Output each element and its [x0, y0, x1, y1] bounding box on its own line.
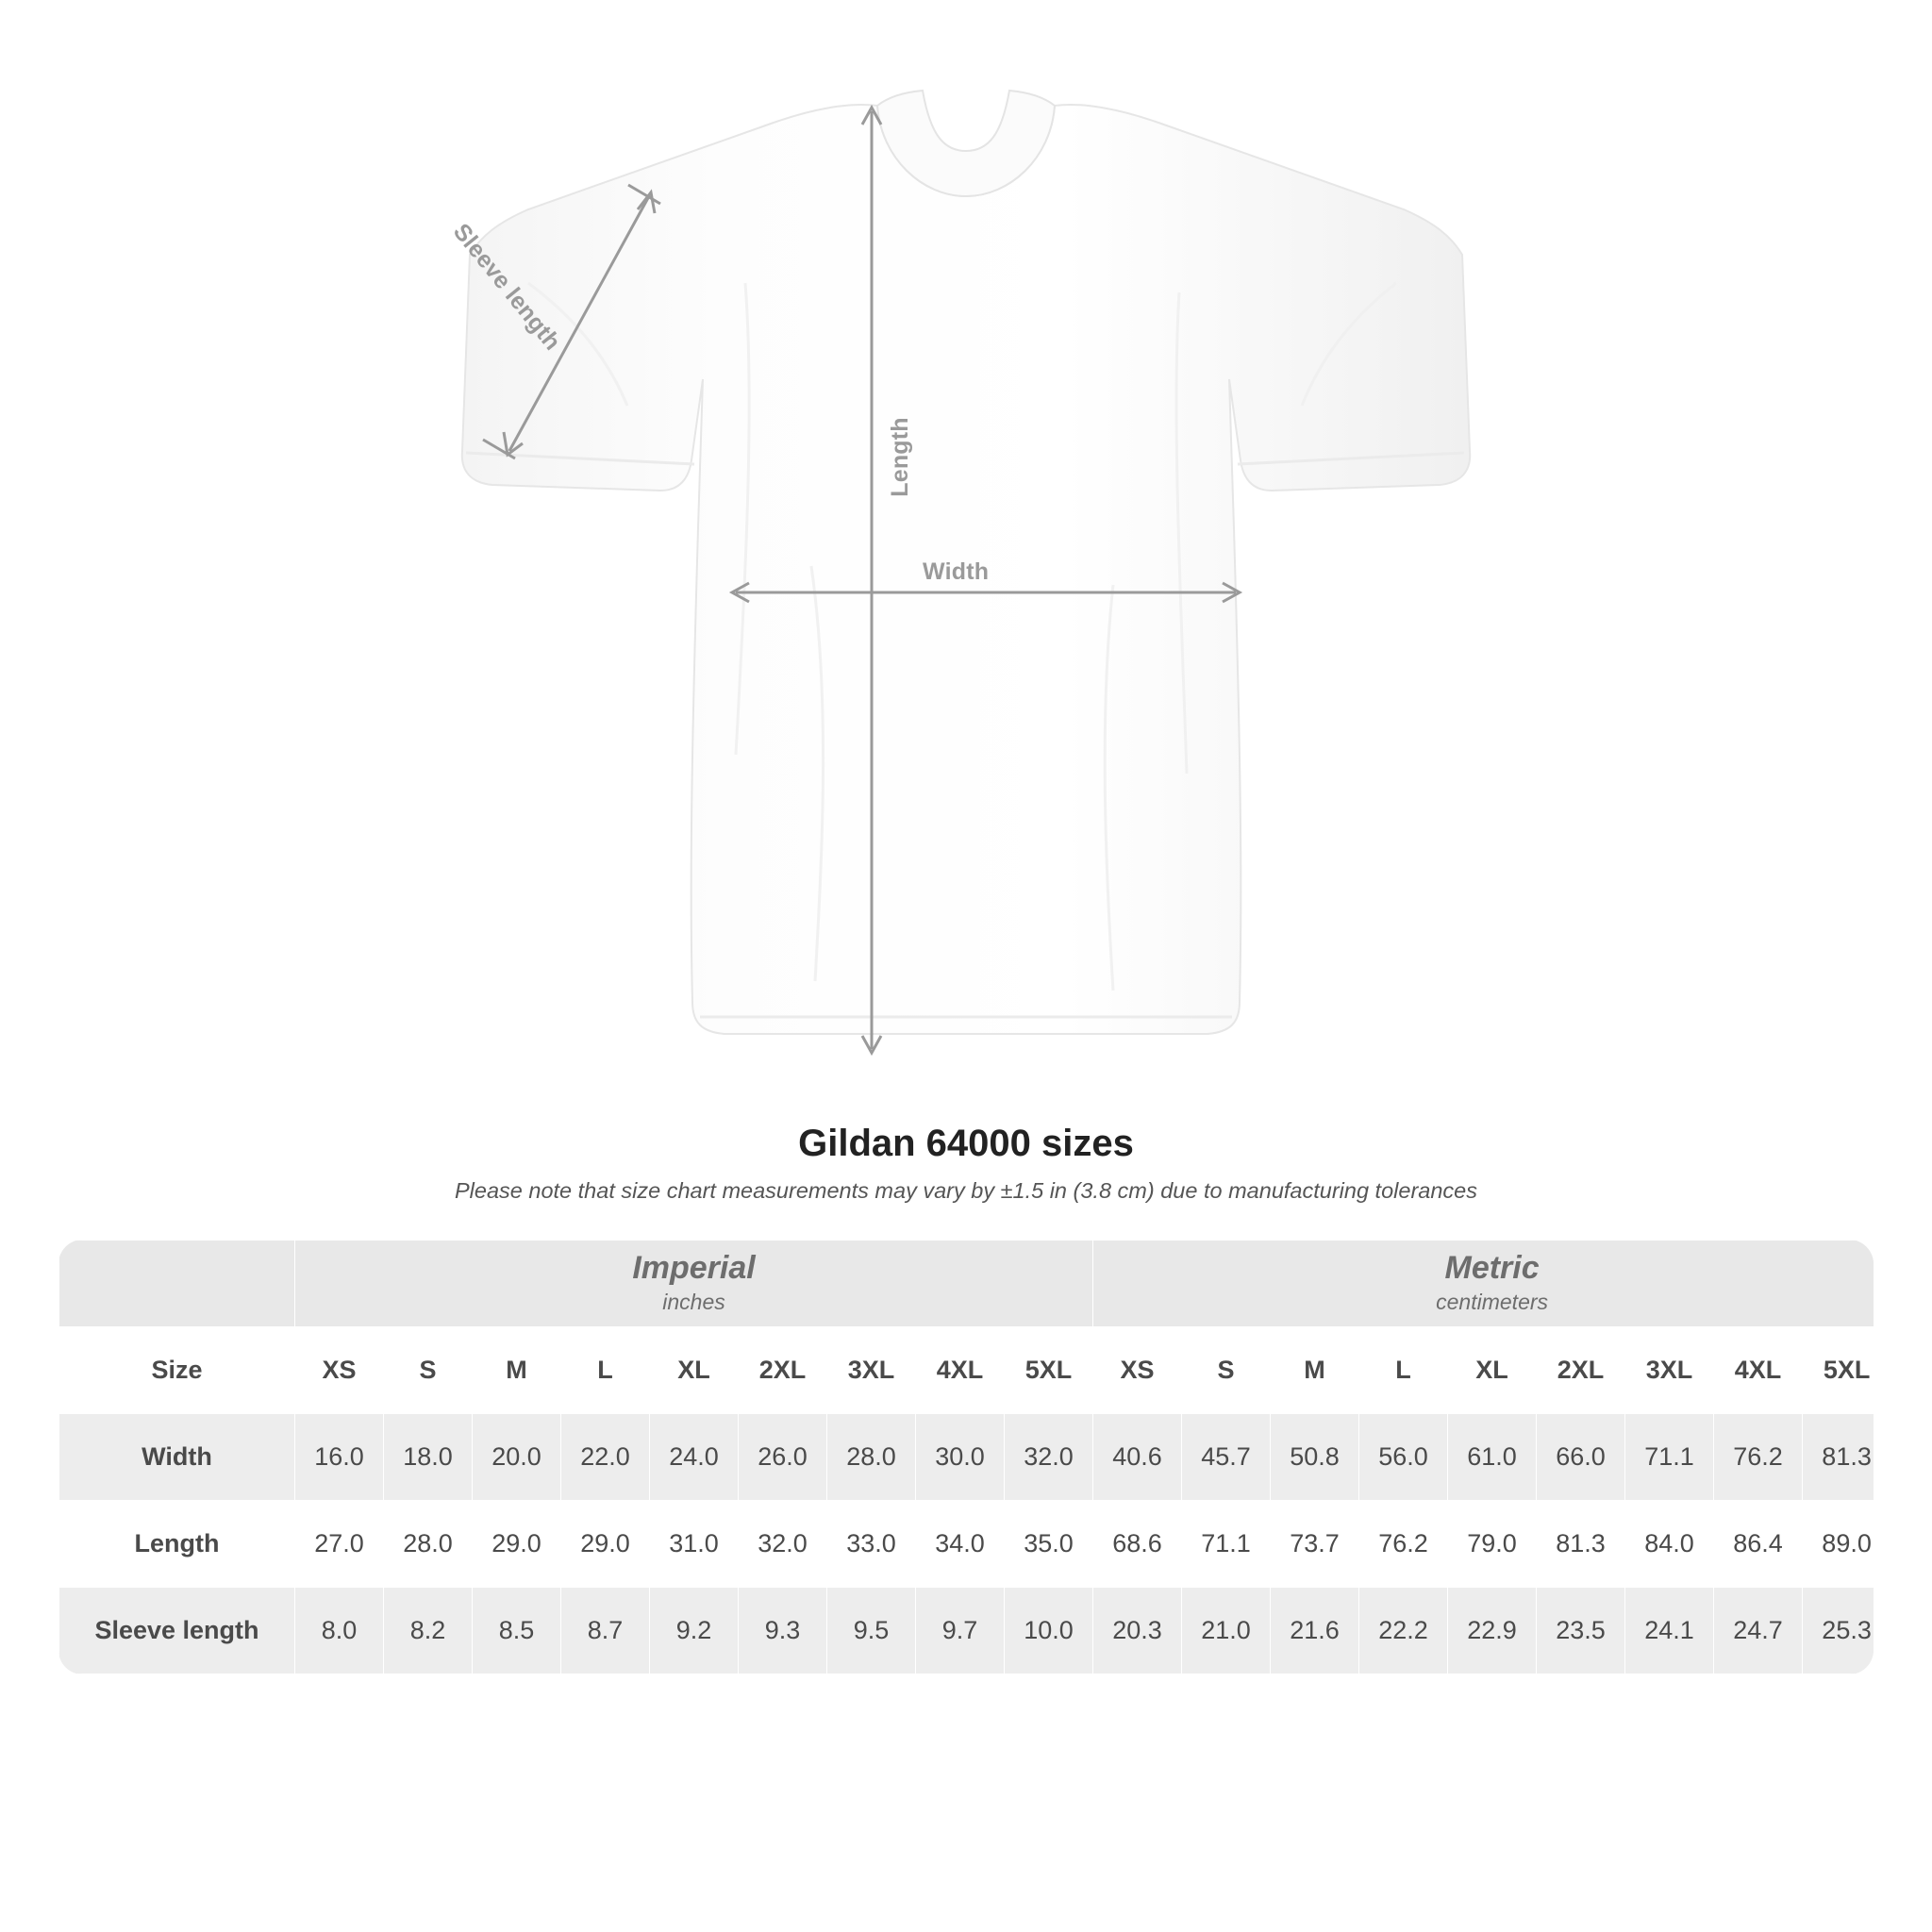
table-cell: 61.0 [1448, 1414, 1537, 1501]
table-cell: 8.5 [473, 1588, 561, 1674]
table-cell: 9.5 [827, 1588, 916, 1674]
label-width: Width [923, 558, 990, 585]
table-cell: 76.2 [1359, 1501, 1448, 1588]
table-cell: 89.0 [1803, 1501, 1874, 1588]
table-cell: 18.0 [384, 1414, 473, 1501]
table-cell: 26.0 [739, 1414, 827, 1501]
page-title: Gildan 64000 sizes [798, 1123, 1134, 1164]
unit-metric [1093, 1241, 1874, 1327]
row-label-sleeve-length: Sleeve length [59, 1588, 295, 1674]
header-size-label: Size [59, 1327, 295, 1414]
table-cell: 86.4 [1714, 1501, 1803, 1588]
table-cell: 9.7 [916, 1588, 1005, 1674]
table-cell: 30.0 [916, 1414, 1005, 1501]
table-cell: 76.2 [1714, 1414, 1803, 1501]
row-label-length: Length [59, 1501, 295, 1588]
table-cell: 45.7 [1182, 1414, 1271, 1501]
table-cell: 9.3 [739, 1588, 827, 1674]
table-cell: 71.1 [1625, 1414, 1714, 1501]
table-cell: 66.0 [1537, 1414, 1625, 1501]
table-cell: 28.0 [827, 1414, 916, 1501]
table-cell: 27.0 [295, 1501, 384, 1588]
table-cell: 84.0 [1625, 1501, 1714, 1588]
header-cell: 2XL [1537, 1327, 1625, 1414]
header-cell: 4XL [916, 1327, 1005, 1414]
header-cell: 3XL [1625, 1327, 1714, 1414]
table-cell: 73.7 [1271, 1501, 1359, 1588]
table-cell: 20.3 [1093, 1588, 1182, 1674]
header-cell: L [561, 1327, 650, 1414]
table-cell: 79.0 [1448, 1501, 1537, 1588]
unit-metric-sub: centimeters [1436, 1289, 1549, 1314]
header-cell: 4XL [1714, 1327, 1803, 1414]
table-cell: 68.6 [1093, 1501, 1182, 1588]
header-cell: XL [1448, 1327, 1537, 1414]
table-cell: 81.3 [1803, 1414, 1874, 1501]
label-length: Length [886, 417, 913, 497]
table-cell: 22.9 [1448, 1588, 1537, 1674]
table-cell: 9.2 [650, 1588, 739, 1674]
table-cell: 20.0 [473, 1414, 561, 1501]
table-cell: 24.7 [1714, 1588, 1803, 1674]
unit-imperial-name: Imperial [632, 1249, 756, 1286]
header-cell: 5XL [1803, 1327, 1874, 1414]
table-cell: 31.0 [650, 1501, 739, 1588]
tolerance-note: Please note that size chart measurements may vary by ±1.5 in (3.8 cm) due to manufacturing tolerances [455, 1178, 1477, 1203]
table-cell: 22.0 [561, 1414, 650, 1501]
header-cell: L [1359, 1327, 1448, 1414]
size-header-row [59, 1327, 1874, 1414]
table-cell: 24.0 [650, 1414, 739, 1501]
table-cell: 24.1 [1625, 1588, 1714, 1674]
label-sleeve-length: Sleeve length [447, 218, 566, 356]
header-cell: XS [1093, 1327, 1182, 1414]
header-cell: 5XL [1005, 1327, 1093, 1414]
table-cell: 71.1 [1182, 1501, 1271, 1588]
header-cell: 2XL [739, 1327, 827, 1414]
table-cell: 21.0 [1182, 1588, 1271, 1674]
table-cell: 40.6 [1093, 1414, 1182, 1501]
table-cell: 32.0 [1005, 1414, 1093, 1501]
header-cell: M [1271, 1327, 1359, 1414]
table-cell: 35.0 [1005, 1501, 1093, 1588]
table-cell: 22.2 [1359, 1588, 1448, 1674]
table-cell: 8.7 [561, 1588, 650, 1674]
unit-metric-name: Metric [1444, 1249, 1540, 1286]
table-cell: 23.5 [1537, 1588, 1625, 1674]
table-cell: 34.0 [916, 1501, 1005, 1588]
table-cell: 28.0 [384, 1501, 473, 1588]
header-cell: 3XL [827, 1327, 916, 1414]
size-table [58, 1240, 1874, 1674]
table-cell: 8.0 [295, 1588, 384, 1674]
unit-spacer [59, 1241, 295, 1327]
table-cell: 21.6 [1271, 1588, 1359, 1674]
header-cell: XL [650, 1327, 739, 1414]
table-cell: 50.8 [1271, 1414, 1359, 1501]
header-cell: M [473, 1327, 561, 1414]
table-cell: 33.0 [827, 1501, 916, 1588]
table-cell: 25.3 [1803, 1588, 1874, 1674]
table-row [59, 1588, 1874, 1674]
unit-imperial [295, 1241, 1093, 1327]
size-table-container [58, 1240, 1874, 1674]
row-label-width: Width [59, 1414, 295, 1501]
table-cell: 8.2 [384, 1588, 473, 1674]
table-cell: 16.0 [295, 1414, 384, 1501]
unit-imperial-sub: inches [662, 1289, 725, 1314]
title-block [0, 1123, 1932, 1204]
table-row [59, 1414, 1874, 1501]
table-cell: 10.0 [1005, 1588, 1093, 1674]
table-cell: 56.0 [1359, 1414, 1448, 1501]
table-cell: 29.0 [473, 1501, 561, 1588]
header-cell: XS [295, 1327, 384, 1414]
header-cell: S [384, 1327, 473, 1414]
unit-header-row [59, 1241, 1874, 1327]
table-cell: 81.3 [1537, 1501, 1625, 1588]
table-cell: 32.0 [739, 1501, 827, 1588]
table-cell: 29.0 [561, 1501, 650, 1588]
table-row [59, 1501, 1874, 1588]
header-cell: S [1182, 1327, 1271, 1414]
